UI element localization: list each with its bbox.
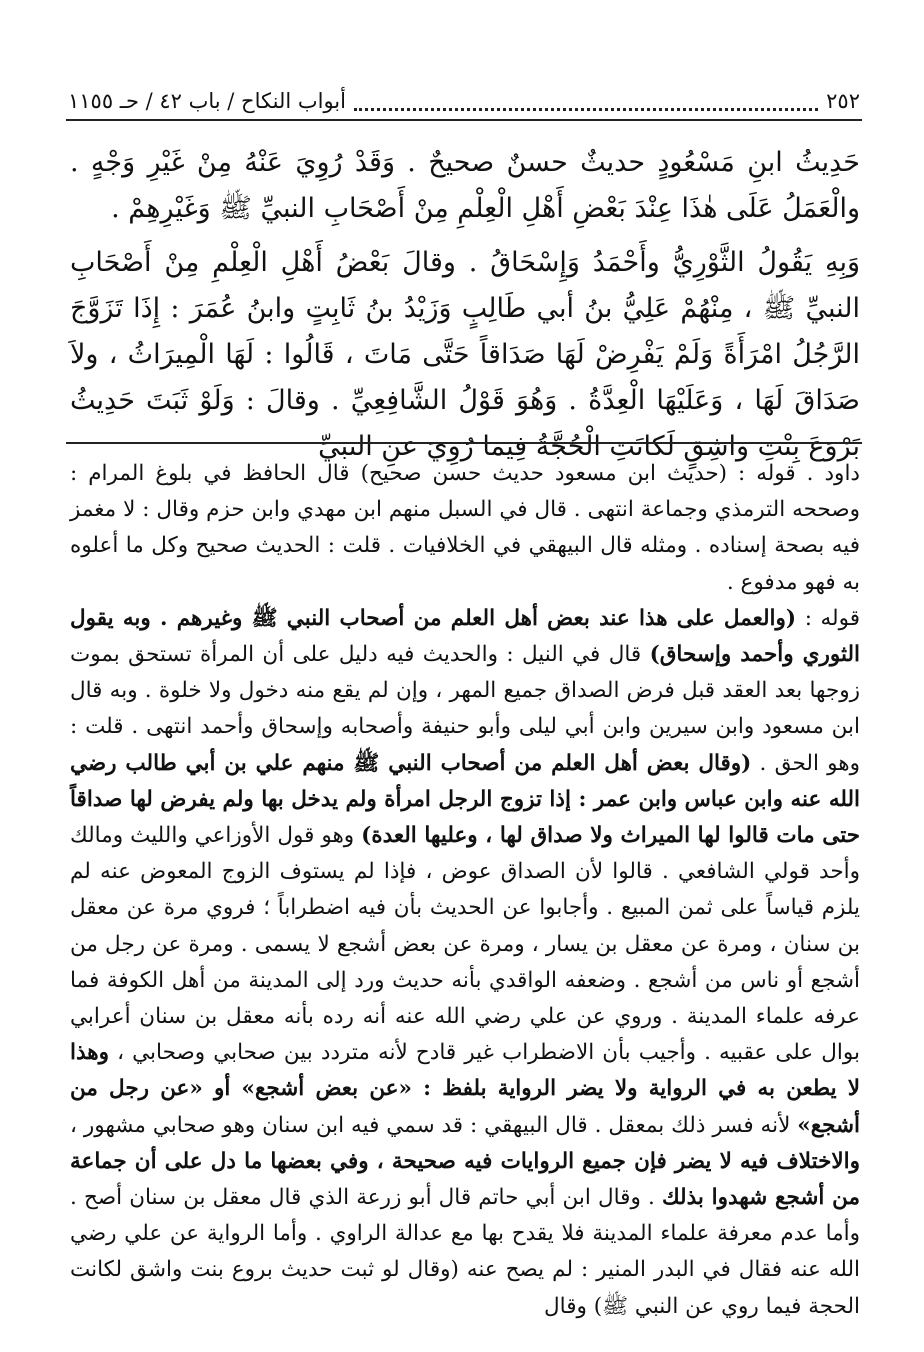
commentary-text: لأنه فسر ذلك بمعقل . قال البيهقي : قد سمي فيه ابن سنان وهو صحابي مشهور ، xyxy=(70,1112,798,1138)
commentary-text: وهو قول الأوزاعي والليث ومالك وأحد قولي الشافعي . قالوا لأن الصداق عوض ، فإذا لم يستوف الزوج المعوض عنه لم يلزم قياساً على ثمن المبيع . وأجابوا عن الحديث بأن فيه اضطراباً ؛ فروي مرة عن معقل بن سنان ، ومرة عن معقل بن يسار ، ومرة عن بعض أشجع لا يسمى . ومرة عن رجل من أشجع أو ناس من أشجع . وضعفه الواقدي بأنه حديث ورد إلى المدينة من أهل الكوفة فما عرفه علماء المدينة . وروي عن علي رضي الله عنه أنه رده بأنه معقل بن سنان أعرابي بوال على عقبيه . وأجيب بأن الاضطراب غير قادح لأنه متردد بين صحابي وصحابي ، xyxy=(70,823,860,1066)
page-header xyxy=(68,86,860,116)
commentary-text: وقال xyxy=(544,1293,594,1319)
commentary-paragraph-2 xyxy=(70,601,860,1325)
main-paragraph-1: حَدِيثُ ابنِ مَسْعُودٍ حديثٌ حسنٌ صحيحٌ . وَقَدْ رُوِيَ عَنْهُ مِنْ غَيْرِ وَجْهٍ . والْعَمَلُ عَلَى هٰذَا عِنْدَ بَعْضِ أَهْلِ الْعِلْمِ مِنْ أَصْحَابِ النبيِّ ﷺ وَغَيْرِهِمْ . xyxy=(70,147,860,224)
commentary-text: قوله : xyxy=(796,605,860,631)
bold-commentary: والاختلاف فيه لا يضر فإن جميع الروايات فيه صحيحة ، وفي بعضها ما دل على أن جماعة من أشجع شهدوا بذلك xyxy=(70,1148,860,1211)
bold-commentary: وهذا لا يطعن به في الرواية ولا يضر الرواية بلفظ : «عن بعض أشجع» أو «عن رجل من أشجع» xyxy=(70,1040,860,1138)
commentary-text: قال في النيل : والحديث فيه دليل على أن المرأة تستحق بموت زوجها بعد العقد قبل فرض الصداق جميع المهر ، وإن لم يقع منه دخول ولا خلوة . وبه قال ابن مسعود وابن سيرين وابن أبي ليلى وأبو حنيفة وأصحابه وإسحاق وأحمد انتهى . قلت : وهو الحق . xyxy=(70,642,860,776)
quoted-matn: (والعمل على هذا عند بعض أهل العلم من أصحاب النبي ﷺ وغيرهم . وبه يقول الثوري وأحمد وإسحاق) xyxy=(70,605,860,668)
footnote-divider xyxy=(66,442,862,444)
header-dot-leader xyxy=(354,106,818,111)
quoted-matn: (وقال بعض أهل العلم من أصحاب النبي ﷺ منهم علي بن أبي طالب رضي الله عنه وابن عباس وابن عمر : إذا تزوج الرجل امرأة ولم يدخل بها ولم يفرض لها صداقاً حتى مات قالوا لها الميراث ولا صداق لها ، وعليها العدة) xyxy=(70,750,860,849)
commentary-paragraph-1 xyxy=(70,456,860,601)
quoted-matn: (وقال لو ثبت حديث بروع بنت واشق لكانت الحجة فيما روي عن النبي ﷺ) xyxy=(70,1257,860,1319)
main-hadith-text xyxy=(70,140,860,470)
chapter-title: أبواب النكاح / باب ٤٢ / حـ ١١٥٥ xyxy=(68,89,346,113)
commentary-notes xyxy=(70,456,860,1325)
header-rule xyxy=(66,119,862,121)
page-number: ٢٥٢ xyxy=(826,89,860,113)
main-paragraph-2: وَبِهِ يَقُولُ الثَّوْرِيُّ وأَحْمَدُ وَإِسْحَاقُ . وقالَ بَعْضُ أَهْلِ الْعِلْمِ مِنْ أَصْحَابِ النبيِّ ﷺ ، مِنْهُمْ عَلِيُّ بنُ أبي طَالِبٍ وَزَيْدُ بنُ ثَابِتٍ وابنُ عُمَرَ : إِذَا تَزَوَّجَ الرَّجُلُ امْرَأَةً وَلَمْ يَفْرِضْ لَهَا صَدَاقاً حَتَّى مَاتَ ، قَالُوا : لَهَا الْمِيرَاثُ ، ولاَ صَدَاقَ لَهَا ، وَعَلَيْهَا الْعِدَّةُ . وَهُوَ قَوْلُ الشَّافِعِيِّ . وقالَ : وَلَوْ ثَبَتَ حَدِيثُ بَرْوَعَ بِنْتِ واشِقٍ لَكانَتِ الْحُجَّةُ فِيما رُوِيَ عنِ النبيِّ xyxy=(70,247,860,462)
commentary-text: . وقال ابن أبي حاتم قال أبو زرعة الذي قال معقل بن سنان أصح . وأما عدم معرفة علماء المدينة فلا يقدح بها مع عدالة الراوي . وأما الرواية عن علي رضي الله عنه فقال في البدر المنير : لم يصح عنه xyxy=(70,1185,860,1283)
commentary-text: داود . قوله : (حديث ابن مسعود حديث حسن صحيح) قال الحافظ في بلوغ المرام : وصححه الترمذي وجماعة انتهى . قال في السبل منهم ابن مهدي وابن حزم وقال : لا مغمز فيه بصحة إسناده . ومثله قال البيهقي في الخلافيات . قلت : الحديث صحيح وكل ما أعلوه به فهو مدفوع . xyxy=(70,461,860,595)
